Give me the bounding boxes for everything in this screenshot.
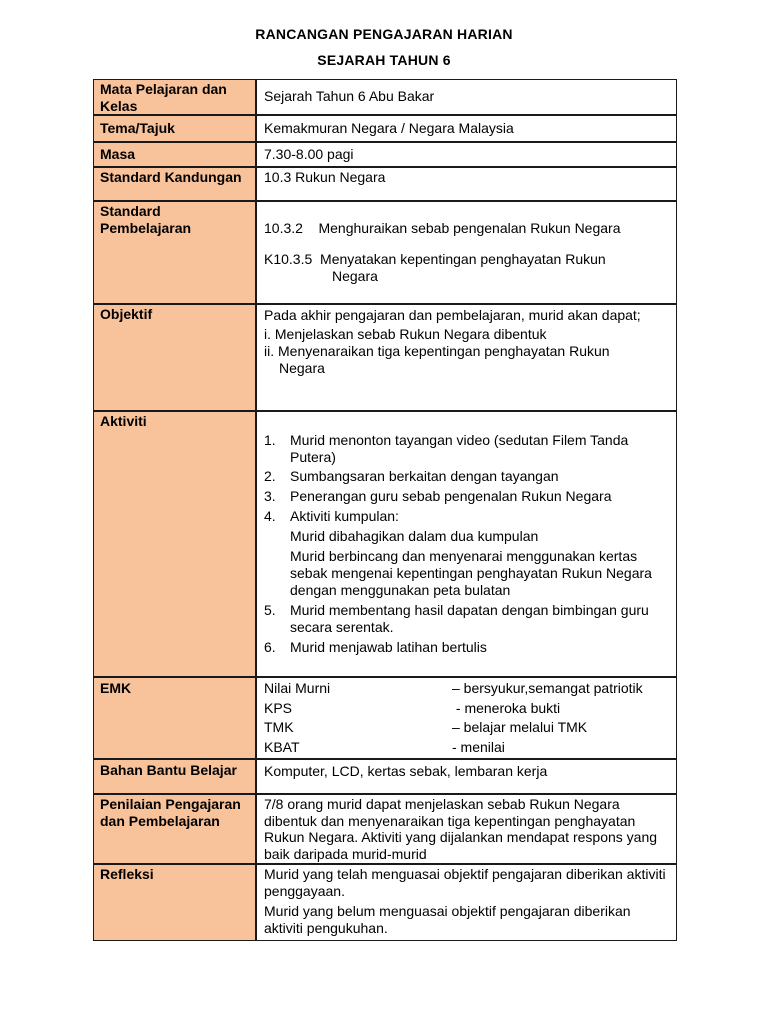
- list-number: 4.: [264, 508, 276, 524]
- list-text: Penerangan guru sebab pengenalan Rukun Negara: [290, 488, 612, 504]
- value-content-standard: 10.3 Rukun Negara: [256, 167, 677, 201]
- activities-list: [264, 432, 669, 656]
- label-emk: EMK: [93, 677, 256, 759]
- page-subtitle: SEJARAH TAHUN 6: [317, 52, 451, 68]
- label-objective: Objektif: [93, 304, 256, 411]
- list-text: Murid membentang hasil dapatan dengan bimbingan guru secara serentak.: [290, 602, 649, 635]
- list-number: 6.: [264, 639, 276, 655]
- emk-value: - meneroka bukti: [452, 699, 561, 716]
- label-materials: Bahan Bantu Belajar: [93, 759, 256, 794]
- emk-key: TMK: [264, 719, 294, 736]
- list-number: [264, 528, 290, 545]
- list-item: [264, 639, 669, 656]
- list-number: 2.: [264, 468, 276, 484]
- emk-row: [264, 718, 669, 738]
- list-item: [264, 548, 669, 599]
- learning-standard-item: K10.3.5 Menyatakan kepentingan penghayatan Rukun: [264, 251, 606, 267]
- list-item: [264, 508, 669, 525]
- emk-key: KPS: [264, 699, 293, 716]
- value-materials: Komputer, LCD, kertas sebak, lembaran kerja: [256, 759, 677, 794]
- value-objective: [256, 304, 677, 411]
- list-text: Sumbangsaran berkaitan dengan tayangan: [290, 468, 559, 484]
- value-theme: Kemakmuran Negara / Negara Malaysia: [256, 115, 677, 142]
- label-subject: Mata Pelajaran dan Kelas: [93, 79, 256, 115]
- list-text: Aktiviti kumpulan:: [290, 508, 399, 524]
- list-text: Murid berbincang dan menyenarai menggunakan kertas sebak mengenai kepentingan penghayatan Rukun Negara dengan menggunakan peta bulatan: [290, 548, 652, 598]
- label-assessment: Penilaian Pengajaran dan Pembelajaran: [93, 794, 256, 864]
- list-item: [264, 602, 669, 636]
- reflection-item: Murid yang belum menguasai objektif pengajaran diberikan aktiviti pengukuhan.: [264, 903, 631, 936]
- emk-row: [264, 699, 669, 719]
- learning-standard-item: 10.3.2 Menghuraikan sebab pengenalan Rukun Negara: [264, 220, 621, 236]
- emk-key: Nilai Murni: [264, 680, 331, 697]
- value-activities: [256, 411, 677, 677]
- list-number: [264, 548, 290, 599]
- emk-value: – bersyukur,semangat patriotik: [452, 680, 643, 697]
- label-time: Masa: [93, 142, 256, 167]
- list-text: Murid dibahagikan dalam dua kumpulan: [290, 528, 539, 544]
- label-reflection: Refleksi: [93, 864, 256, 941]
- emk-value: - menilai: [452, 738, 505, 755]
- label-activities: Aktiviti: [93, 411, 256, 677]
- emk-row: [264, 679, 669, 699]
- label-learning-standard: Standard Pembelajaran: [93, 201, 256, 304]
- objective-intro: Pada akhir pengajaran dan pembelajaran, murid akan dapat;: [264, 307, 641, 323]
- label-theme: Tema/Tajuk: [93, 115, 256, 142]
- list-number: 3.: [264, 488, 276, 504]
- reflection-item: Murid yang telah menguasai objektif pengajaran diberikan aktiviti penggayaan.: [264, 866, 666, 899]
- list-item: [264, 468, 669, 485]
- value-assessment: 7/8 orang murid dapat menjelaskan sebab Rukun Negara dibentuk dan menyenaraikan tiga kepentingan penghayatan Rukun Negara. Aktiviti yang dijalankan mendapat respons yang baik daripada murid-murid: [256, 794, 677, 864]
- list-number: 1.: [264, 432, 276, 448]
- value-learning-standard: [256, 201, 677, 304]
- list-number: 5.: [264, 602, 276, 618]
- list-item: [264, 488, 669, 505]
- list-text: Murid menonton tayangan video (sedutan Filem Tanda Putera): [290, 432, 629, 465]
- learning-standard-item: Negara: [332, 268, 378, 284]
- page-title: RANCANGAN PENGAJARAN HARIAN: [255, 26, 513, 42]
- emk-key: KBAT: [264, 738, 300, 755]
- value-subject-text: Sejarah Tahun 6 Abu Bakar: [264, 88, 435, 104]
- value-emk: [256, 677, 677, 759]
- emk-value: – belajar melalui TMK: [452, 719, 588, 736]
- objective-item: Negara: [279, 360, 325, 376]
- label-content-standard: Standard Kandungan: [93, 167, 256, 201]
- emk-row: [264, 738, 669, 758]
- objective-item: ii. Menyenaraikan tiga kepentingan penghayatan Rukun: [264, 343, 610, 359]
- objective-item: i. Menjelaskan sebab Rukun Negara dibentuk: [264, 326, 547, 342]
- list-text: Murid menjawab latihan bertulis: [290, 639, 487, 655]
- value-time: 7.30-8.00 pagi: [256, 142, 677, 167]
- list-item: [264, 432, 669, 466]
- value-subject: [256, 79, 677, 115]
- value-reflection: [256, 864, 677, 941]
- list-item: [264, 528, 669, 545]
